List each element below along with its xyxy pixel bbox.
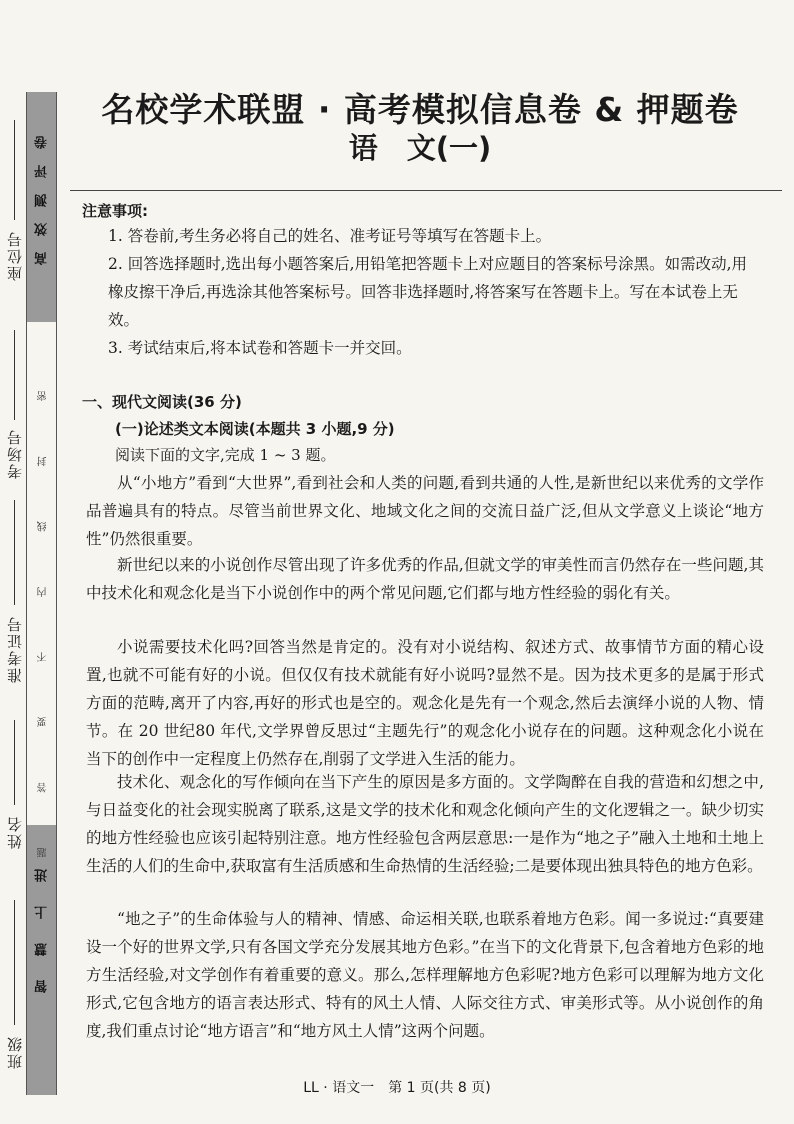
seat-label: 座位号 bbox=[6, 230, 24, 281]
exam-id-fill-line bbox=[14, 500, 15, 605]
name-fill-line bbox=[14, 720, 15, 805]
strip-rule-left bbox=[26, 92, 27, 1095]
notice-item: 2. 回答选择题时,选出每小题答案后,用铅笔把答题卡上对应题目的答案标号涂黑。如需改动,用橡皮擦干净后,再选涂其他答案标号。回答非选择题时,将答案写在答题卡上。写在本试卷上无效。 bbox=[108, 255, 747, 329]
name-label: 姓名 bbox=[6, 815, 24, 849]
paragraph: “地之子”的生命体验与人的精神、情感、命运相关联,也联系着地方色彩。闻一多说过:“真要建设一个好的世界文学,只有各国文学充分发展其地方色彩。”在当下的文化背景下,包含着地方色彩的地方生活经验,对文学创作有着重要的意义。那么,怎样理解地方色彩呢?地方色彩可以理解为地方文化形式,它包含地方的语言表达形式、特有的风土人情、人际交往方式、审美形式等。从小说创作的角度,我们重点讨论“地方语言”和“地方风土人情”这两个问题。 bbox=[86, 910, 764, 1040]
paragraph: 小说需要技术化吗?回答当然是肯定的。没有对小说结构、叙述方式、故事情节方面的精心设置,也就不可能有好的小说。但仅仅有技术就能有好小说吗?显然不是。因为技术更多的是属于形式方面的范畴,离开了内容,再好的形式也是空的。观念化是先有一个观念,然后去演绎小说的人物、情节。在 20 世纪80 年代,文学界曾反思过“主题先行”的观念化小说存在的问题。这种观念化小说在当下的创作中一定程度上仍然存在,削弱了文学进入生活的能力。 bbox=[86, 638, 764, 768]
binding-strip bbox=[0, 0, 58, 1124]
class-fill-line bbox=[14, 900, 15, 1025]
section-title: 一、现代文阅读(36 分) bbox=[82, 393, 242, 411]
page-footer: LL · 语文一 第 1 页(共 8 页) bbox=[303, 1080, 491, 1096]
page-subtitle: 语 文(一) bbox=[348, 131, 492, 165]
paragraph: 从“小地方”看到“大世界”,看到社会和人类的问题,看到共通的人性,是新世纪以来优秀的文学作品普遍具有的特点。尽管当前世界文化、地域文化之间的交流日益广泛,但从文学意义上谈论“地方性”仍然很重要。 bbox=[86, 474, 764, 548]
class-label: 班级 bbox=[6, 1035, 24, 1069]
paragraph: 技术化、观念化的写作倾向在当下产生的原因是多方面的。文学陶醉在自我的营造和幻想之中,与日益变化的社会现实脱离了联系,这是文学的技术化和观念化倾向产生的文化逻辑之一。缺少切实的地方性经验也应该引起特别注意。地方性经验包含两层意思:一是作为“地之子”融入土地和土地上生活的人们的生命中,获取富有生活质感和生命热情的生活经验;二是要体现出独具特色的地方色彩。 bbox=[86, 773, 764, 875]
notice-item: 1. 答卷前,考生务必将自己的姓名、准考证号等填写在答题卡上。 bbox=[108, 227, 552, 245]
strip-rule-right bbox=[56, 92, 57, 1095]
header-divider bbox=[70, 190, 782, 191]
subsection-title: (一)论述类文本阅读(本题共 3 小题,9 分) bbox=[115, 420, 395, 438]
notice-title: 注意事项: bbox=[82, 202, 148, 220]
seat-fill-line bbox=[14, 120, 15, 220]
notice-item: 3. 考试结束后,将本试卷和答题卡一并交回。 bbox=[108, 339, 412, 357]
room-label: 考场号 bbox=[6, 428, 24, 479]
paragraph: 新世纪以来的小说创作尽管出现了许多优秀的作品,但就文学的审美性而言仍然存在一些问题,其中技术化和观念化是当下小说创作中的两个常见问题,它们都与地方性经验的弱化有关。 bbox=[86, 556, 764, 602]
reading-instruction: 阅读下面的文字,完成 1 ~ 3 题。 bbox=[115, 446, 336, 464]
page-title: 名校学术联盟 · 高考模拟信息卷 & 押题卷 bbox=[101, 90, 739, 129]
exam-id-label: 准考证号 bbox=[6, 615, 24, 683]
side-seal-text: 题 答 要 不 内 线 封 密 bbox=[38, 365, 49, 858]
side-top-bold: 高效测评卷 bbox=[35, 120, 50, 265]
room-fill-line bbox=[14, 330, 15, 420]
side-bottom-bold: 智慧上进 bbox=[35, 845, 50, 993]
